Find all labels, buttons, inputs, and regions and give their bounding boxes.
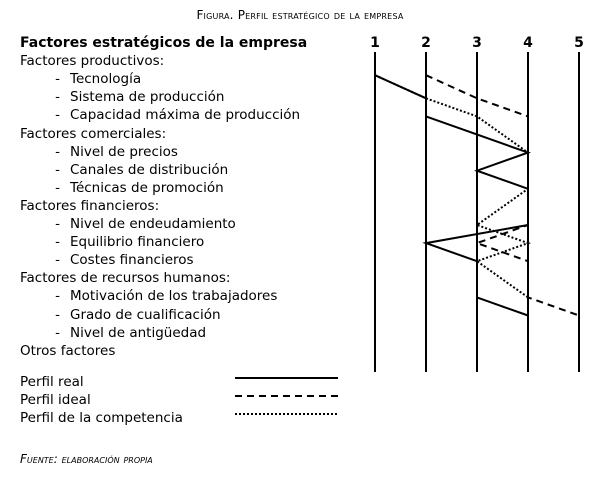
bullet-dash: - <box>55 252 60 269</box>
legend-line-samples <box>235 378 338 414</box>
factor-item-label: Costes financieros <box>70 252 194 269</box>
factor-item-label: Canales de distribución <box>70 161 229 178</box>
legend-label-real: Perfil real <box>20 374 84 390</box>
profile-line-ideal <box>426 75 579 315</box>
source-note: Fuente: elaboración propia <box>20 452 153 466</box>
bullet-dash: - <box>55 216 60 232</box>
bullet-dash: - <box>55 143 60 160</box>
scale-label-2: 2 <box>421 35 431 51</box>
factors-header: Factores estratégicos de la empresa <box>20 35 308 51</box>
factor-item-label: Nivel de endeudamiento <box>70 216 236 232</box>
factor-group: Otros factores <box>20 342 116 359</box>
bullet-dash: - <box>55 324 60 341</box>
bullet-dash: - <box>55 179 60 196</box>
factor-group: Factores comerciales: <box>20 125 167 142</box>
bullet-dash: - <box>55 234 60 251</box>
factor-item-label: Técnicas de promoción <box>70 179 224 196</box>
scale-label-5: 5 <box>574 35 584 51</box>
factor-item-label: Nivel de precios <box>70 143 178 160</box>
legend-label-competencia: Perfil de la competencia <box>20 410 183 426</box>
profile-line-real <box>375 75 528 315</box>
bullet-dash: - <box>55 107 60 124</box>
factor-group: Factores financieros: <box>20 197 160 214</box>
legend-label-ideal: Perfil ideal <box>20 392 91 408</box>
profile-line-competencia <box>375 75 528 315</box>
figure-caption: Figura. Perfil estratégico de la empresa <box>196 8 404 22</box>
scale-label-1: 1 <box>370 35 380 51</box>
bullet-dash: - <box>55 71 60 88</box>
bullet-dash: - <box>55 306 60 323</box>
factor-group: Factores productivos: <box>20 53 165 70</box>
factor-item-label: Equilibrio financiero <box>70 234 205 251</box>
factor-item-label: Grado de cualificación <box>70 306 221 323</box>
factor-item-label: Tecnología <box>70 71 142 88</box>
scale-axes <box>375 52 579 372</box>
bullet-dash: - <box>55 288 60 305</box>
factor-item-label: Sistema de producción <box>70 89 225 106</box>
bullet-dash: - <box>55 161 60 178</box>
factor-item-label: Nivel de antigüedad <box>70 324 207 341</box>
factor-item-label: Motivación de los trabajadores <box>70 288 278 305</box>
bullet-dash: - <box>55 89 60 106</box>
factor-item-label: Capacidad máxima de producción <box>70 107 301 124</box>
scale-label-3: 3 <box>472 35 482 51</box>
scale-label-4: 4 <box>523 35 533 51</box>
factor-group: Factores de recursos humanos: <box>20 270 231 287</box>
